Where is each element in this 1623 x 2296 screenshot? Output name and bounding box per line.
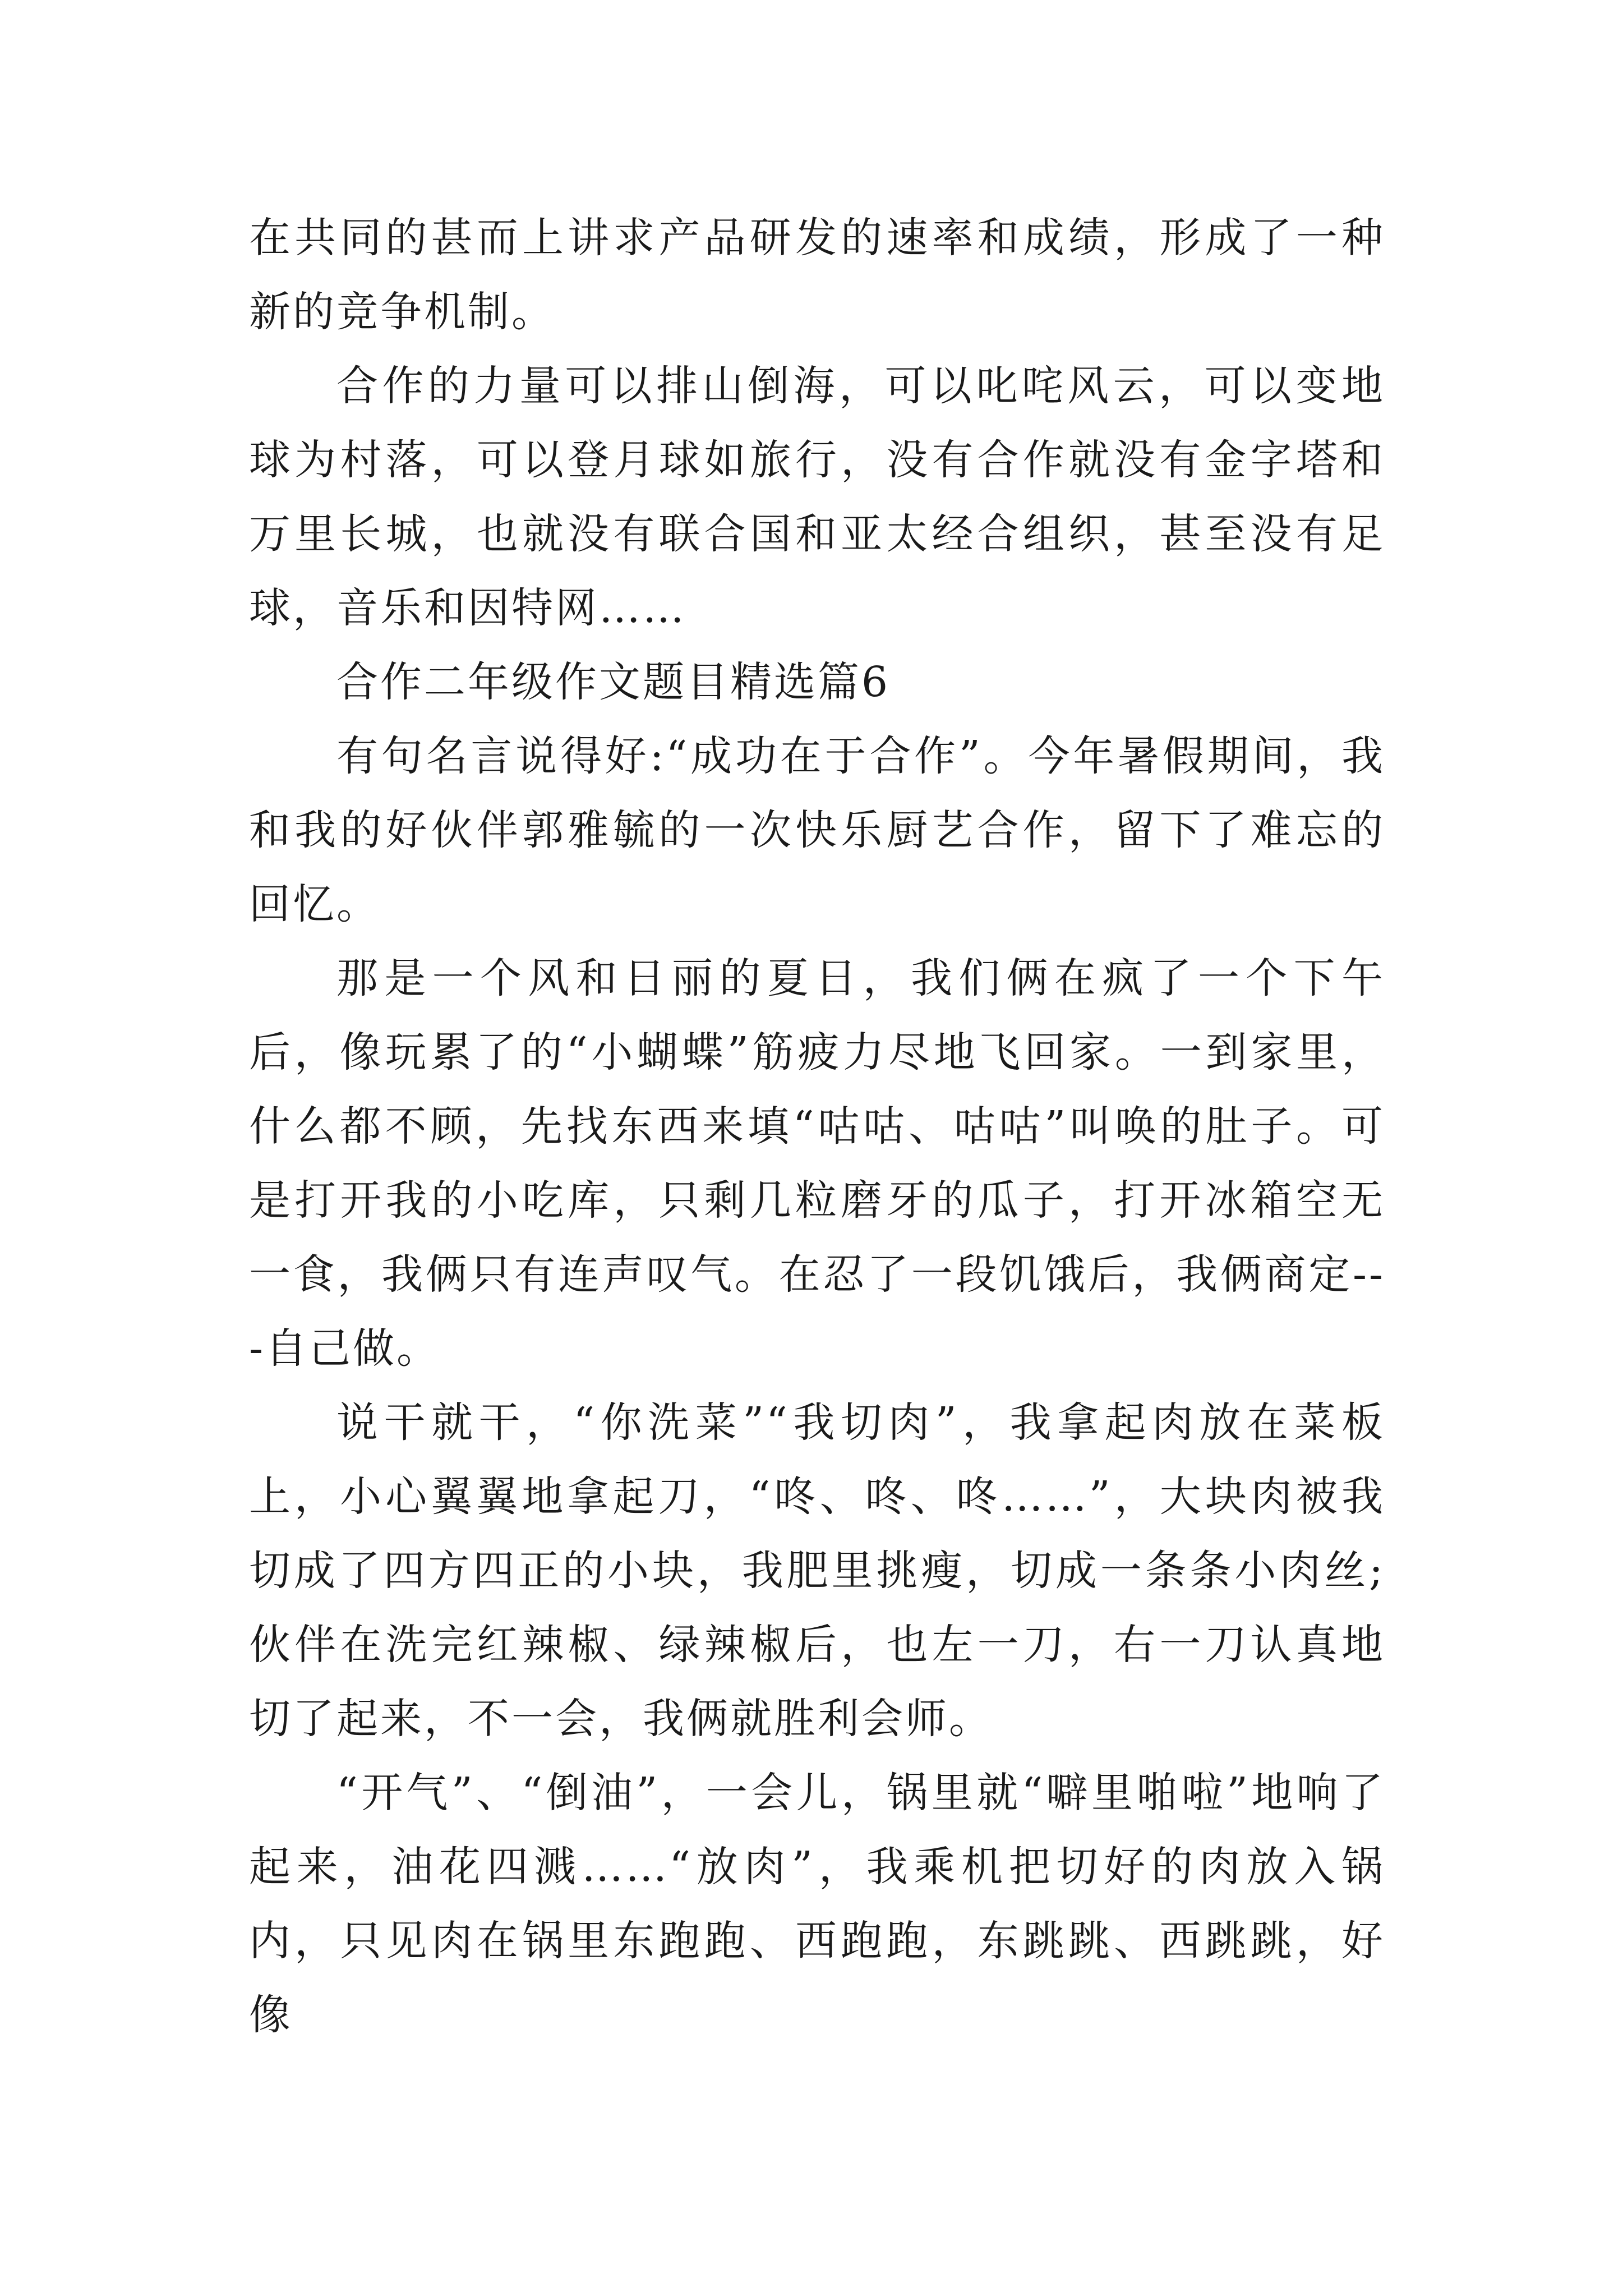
document-body xyxy=(249,201,1385,2052)
section-heading: 合作二年级作文题目精选篇6 xyxy=(336,658,891,706)
paragraph-5: 说干就干，“你洗菜”“我切肉”，我拿起肉放在菜板上，小心翼翼地拿起刀，“咚、咚、咚……”，大块肉被我切成了四方四正的小块，我肥里挑瘦，切成一条条小肉丝;伙伴在洗完红辣椒、绿辣椒后，也左一刀，右一刀认真地切了起来，不一会，我俩就胜利会师。 xyxy=(249,1398,1385,1743)
paragraph-6: “开气”、“倒油”，一会儿，锅里就“噼里啪啦”地响了起来，油花四溅……“放肉”，我乘机把切好的肉放入锅内，只见肉在锅里东跑跑、西跑跑，东跳跳、西跳跳，好像 xyxy=(249,1769,1385,2039)
paragraph-1: 在共同的甚而上讲求产品研发的速率和成绩，形成了一种新的竞争机制。 xyxy=(249,214,1385,336)
paragraph-4: 那是一个风和日丽的夏日，我们俩在疯了一个下午后，像玩累了的“小蝴蝶”筋疲力尽地飞回家。一到家里，什么都不顾，先找东西来填“咕咕、咕咕”叫唤的肚子。可是打开我的小吃库，只剩几粒磨牙的瓜子，打开冰箱空无一食，我俩只有连声叹气。在忍了一段饥饿后，我俩商定---自己做。 xyxy=(249,954,1385,1373)
paragraph-3: 有句名言说得好:“成功在于合作”。今年暑假期间，我和我的好伙伴郭雅毓的一次快乐厨艺合作，留下了难忘的回忆。 xyxy=(249,732,1385,928)
paragraph-2: 合作的力量可以排山倒海，可以叱咤风云，可以变地球为村落，可以登月球如旅行，没有合作就没有金字塔和万里长城，也就没有联合国和亚太经合组织，甚至没有足球，音乐和因特网…… xyxy=(249,362,1385,632)
